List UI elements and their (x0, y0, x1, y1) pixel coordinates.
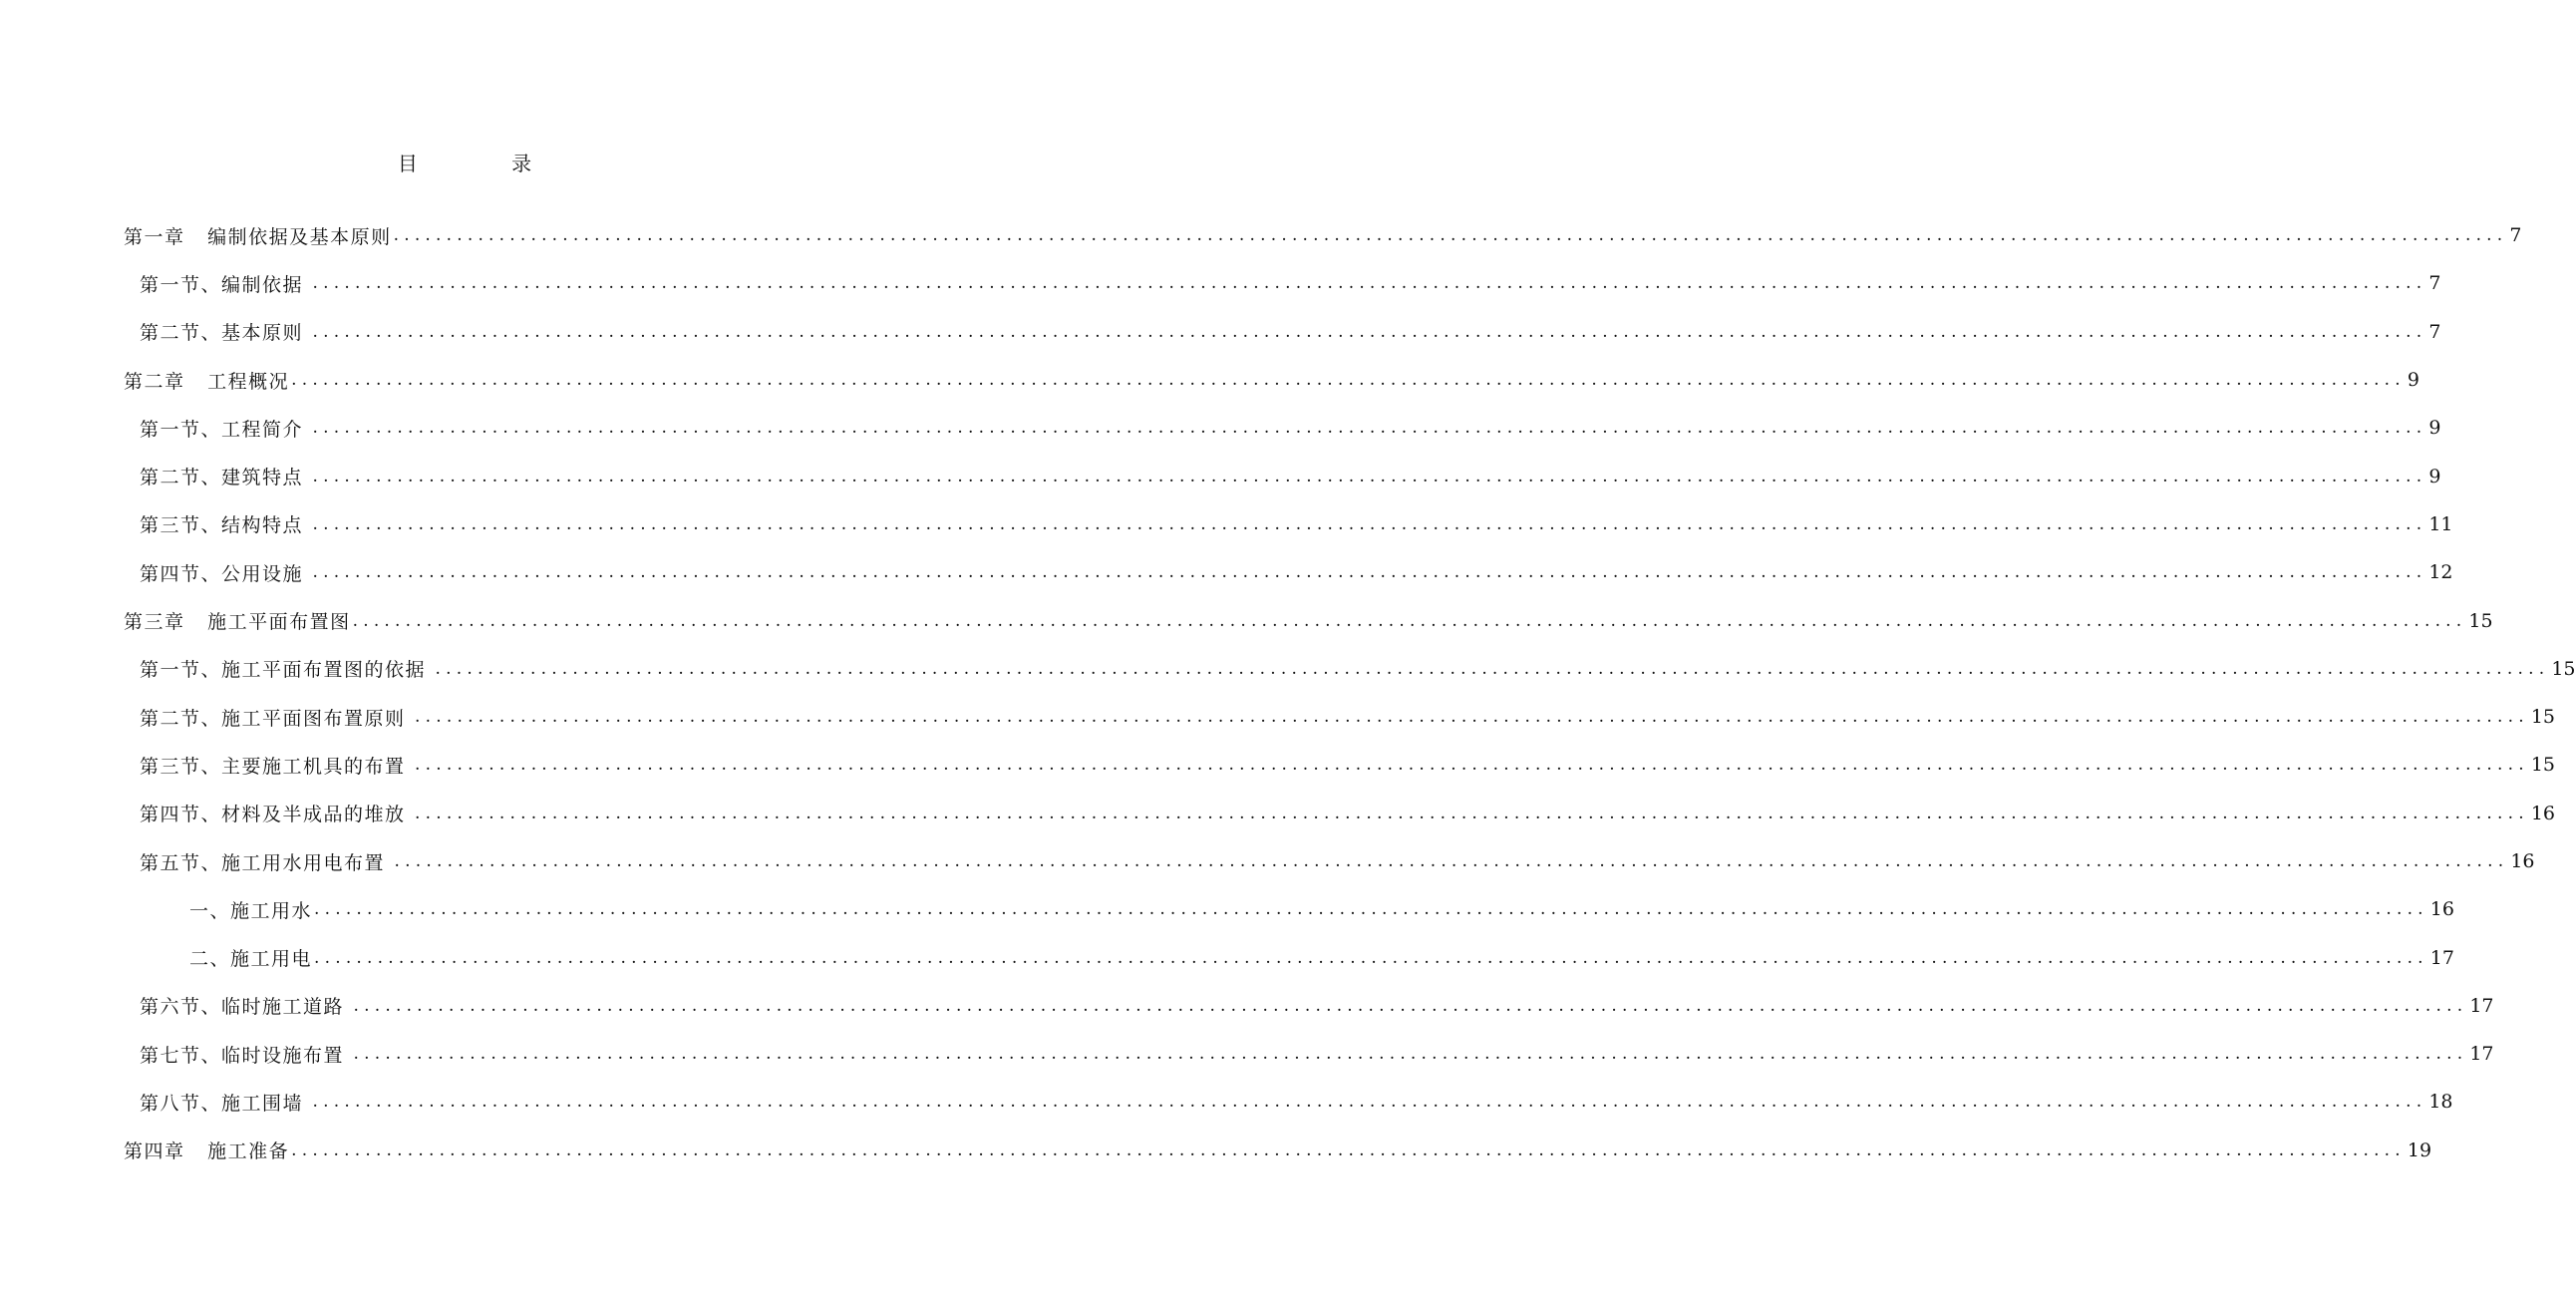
dot-leader: ........................................................................................................................................................................................................ (353, 995, 2468, 1016)
toc-entry-page-number: 15 (2530, 754, 2555, 777)
toc-section-entry[interactable] (0, 837, 2535, 885)
dot-leader: ........................................................................................................................................................................................................ (415, 803, 2529, 823)
toc-section-entry[interactable] (0, 404, 2441, 452)
dot-leader: ........................................................................................................................................................................................................ (394, 851, 2509, 871)
dot-leader: ........................................................................................................................................................................................................ (415, 755, 2529, 776)
toc-entry-page-number: 9 (2428, 417, 2441, 440)
toc-chapter-entry[interactable] (0, 1127, 2432, 1174)
toc-entry-page-number: 11 (2428, 512, 2453, 535)
toc-entry-title: 第八节、施工围墙 (140, 1092, 311, 1115)
toc-section-entry[interactable] (0, 1078, 2453, 1126)
toc-entry-page-number: 7 (2509, 224, 2522, 247)
toc-subsection-entry[interactable] (0, 933, 2454, 981)
toc-entry-page-number: 17 (2469, 994, 2494, 1017)
toc-entry-page-number: 9 (2407, 369, 2419, 392)
toc-subsection-entry[interactable] (0, 885, 2454, 933)
toc-section-entry[interactable] (0, 1030, 2494, 1078)
toc-entry-title: 第四章 施工准备 (124, 1140, 290, 1163)
toc-section-entry[interactable] (0, 693, 2555, 741)
toc-chapter-entry[interactable] (0, 356, 2419, 404)
toc-section-entry[interactable] (0, 645, 2576, 693)
toc-title: 目 录 (397, 152, 576, 175)
toc-entry-title: 第二节、施工平面图布置原则 (140, 707, 414, 730)
toc-entry-page-number: 15 (2468, 609, 2493, 632)
toc-entry-title: 第二节、建筑特点 (140, 467, 311, 489)
toc-entry-page-number: 18 (2428, 1091, 2453, 1114)
dot-leader: ........................................................................................................................................................................................................ (352, 610, 2467, 631)
dot-leader: ........................................................................................................................................................................................................ (291, 370, 2406, 391)
dot-leader: ........................................................................................................................................................................................................ (312, 273, 2427, 294)
toc-chapter-entry[interactable] (0, 596, 2493, 644)
toc-list (0, 211, 2576, 1174)
dot-leader: ........................................................................................................................................................................................................ (312, 321, 2427, 342)
toc-entry-title: 第一节、施工平面布置图的依据 (140, 659, 434, 682)
toc-entry-title: 第四节、公用设施 (140, 562, 311, 585)
dot-leader: ........................................................................................................................................................................................................ (353, 1044, 2468, 1065)
toc-section-entry[interactable] (0, 500, 2453, 548)
toc-entry-title: 第六节、临时施工道路 (140, 996, 352, 1019)
dot-leader: ........................................................................................................................................................................................................ (312, 562, 2427, 583)
dot-leader: ........................................................................................................................................................................................................ (312, 418, 2427, 439)
toc-entry-title: 第四节、材料及半成品的堆放 (140, 804, 414, 826)
dot-leader: ........................................................................................................................................................................................................ (314, 899, 2428, 920)
toc-entry-page-number: 16 (2530, 802, 2555, 824)
toc-section-entry[interactable] (0, 790, 2555, 837)
dot-leader: ........................................................................................................................................................................................................ (312, 1092, 2427, 1113)
toc-entry-page-number: 12 (2428, 561, 2453, 584)
dot-leader: ........................................................................................................................................................................................................ (312, 513, 2427, 534)
toc-section-entry[interactable] (0, 452, 2441, 499)
dot-leader: ........................................................................................................................................................................................................ (312, 466, 2427, 487)
toc-section-entry[interactable] (0, 548, 2453, 596)
toc-entry-page-number: 15 (2551, 657, 2576, 680)
toc-entry-page-number: 7 (2428, 272, 2441, 295)
toc-entry-title: 第二章 工程概况 (124, 370, 290, 393)
toc-entry-title: 第七节、临时设施布置 (140, 1044, 352, 1067)
toc-entry-page-number: 19 (2407, 1138, 2432, 1161)
toc-section-entry[interactable] (0, 982, 2494, 1030)
dot-leader: ........................................................................................................................................................................................................ (291, 1139, 2406, 1160)
toc-entry-title: 二、施工用电 (189, 948, 313, 971)
toc-entry-title: 第三节、主要施工机具的布置 (140, 755, 414, 778)
toc-entry-page-number: 9 (2428, 465, 2441, 487)
toc-section-entry[interactable] (0, 308, 2441, 356)
toc-entry-title: 第一节、工程简介 (140, 418, 311, 441)
toc-entry-title: 第二节、基本原则 (140, 322, 311, 345)
toc-entry-title: 一、施工用水 (189, 899, 313, 922)
toc-entry-page-number: 16 (2429, 898, 2454, 921)
toc-entry-page-number: 16 (2510, 850, 2535, 872)
dot-leader: ........................................................................................................................................................................................................ (435, 658, 2550, 679)
toc-chapter-entry[interactable] (0, 211, 2522, 259)
toc-entry-page-number: 7 (2428, 320, 2441, 343)
toc-entry-title: 第五节、施工用水用电布置 (140, 851, 393, 874)
toc-entry-page-number: 17 (2469, 1043, 2494, 1066)
toc-entry-title: 第一节、编制依据 (140, 273, 311, 296)
dot-leader: ........................................................................................................................................................................................................ (415, 707, 2529, 728)
toc-section-entry[interactable] (0, 259, 2441, 307)
dot-leader: ........................................................................................................................................................................................................ (393, 225, 2508, 246)
toc-entry-title: 第三章 施工平面布置图 (124, 611, 351, 634)
toc-section-entry[interactable] (0, 741, 2555, 789)
toc-entry-page-number: 17 (2429, 946, 2454, 969)
toc-entry-page-number: 15 (2530, 706, 2555, 729)
toc-entry-title: 第一章 编制依据及基本原则 (124, 225, 392, 248)
dot-leader: ........................................................................................................................................................................................................ (314, 947, 2428, 968)
toc-entry-title: 第三节、结构特点 (140, 514, 311, 537)
